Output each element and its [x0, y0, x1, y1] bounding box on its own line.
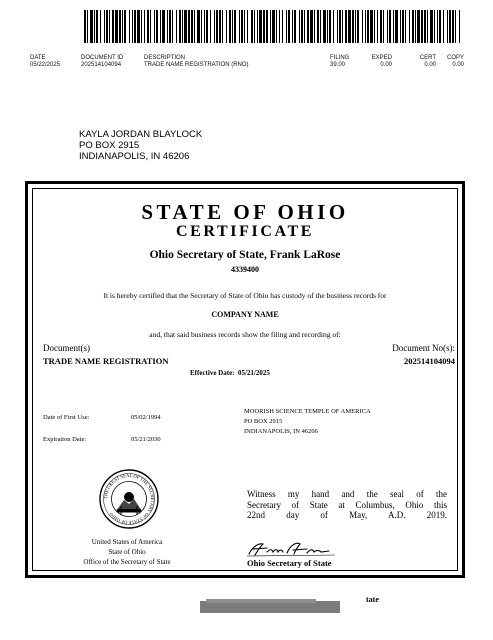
- filing-statement: and, that said business records show the filing and recording of:: [149, 330, 341, 339]
- expiration-value: 05/21/2030: [131, 436, 161, 443]
- document-id-value: 202514104094: [81, 62, 122, 68]
- first-use-label: Date of First Use:: [43, 414, 90, 421]
- barcode: [84, 10, 462, 43]
- copy-fee-label: COPY: [446, 55, 464, 61]
- certification-statement: It is hereby certified that the Secretary of State of Ohio has custody of the business records for: [103, 291, 387, 300]
- copy-fee-value: 0.00: [452, 62, 464, 68]
- document-id-column: [81, 55, 123, 69]
- exped-fee-label: EXPED: [371, 55, 392, 61]
- seal-caption-office: Office of the Secretary of State: [83, 558, 171, 566]
- cert-fee-label: CERT: [419, 55, 436, 61]
- exped-fee-column: [368, 55, 392, 69]
- witness-line-1: Witness my hand and the seal of the: [247, 489, 447, 499]
- witness-line-3: 22nd day of May, A.D. 2019.: [247, 510, 447, 520]
- address-name: KAYLA JORDAN BLAYLOCK: [79, 129, 203, 140]
- documents-label: Document(s): [43, 343, 90, 353]
- exped-fee-value: 0.00: [380, 62, 392, 68]
- seal-ring-text: THE GREAT SEAL OF THE SECRETARY OF STATE OF OHIO: [102, 472, 156, 526]
- address-city: INDIANAPOLIS, IN 46206: [79, 151, 190, 162]
- mailing-address: [79, 129, 202, 162]
- footer-partial-text: tate: [366, 595, 379, 604]
- seal-caption-country: United States of America: [91, 538, 163, 546]
- signer-title: Ohio Secretary of State: [247, 558, 332, 568]
- description-value: TRADE NAME REGISTRATION (RNO): [144, 62, 249, 68]
- certificate-title: CERTIFICATE: [176, 223, 314, 240]
- certificate: [25, 181, 465, 578]
- cert-fee-column: [414, 55, 436, 69]
- certificate-number: 4339400: [231, 265, 259, 274]
- certificate-inner-border: [32, 188, 458, 571]
- witness-statement: [247, 489, 447, 521]
- document-id-label: DOCUMENT ID: [81, 55, 124, 61]
- description-label: DESCRIPTION: [144, 55, 186, 61]
- date-column: [30, 55, 60, 69]
- company-name: COMPANY NAME: [211, 310, 279, 319]
- footer-redaction: [200, 597, 460, 617]
- filing-fee-column: [330, 55, 349, 69]
- ohio-state-seal: [99, 469, 159, 529]
- first-use-value: 05/02/1994: [131, 414, 161, 421]
- effective-date-label: Effective Date:: [190, 369, 235, 377]
- filing-type: TRADE NAME REGISTRATION: [43, 356, 169, 366]
- registrant-city: INDIANAPOLIS, IN 46206: [244, 428, 318, 435]
- document-numbers-label: Document No(s):: [392, 343, 455, 353]
- filing-fee-label: FILING: [330, 55, 350, 61]
- effective-date: [190, 369, 270, 377]
- witness-line-2: Secretary of State at Columbus, Ohio this: [247, 499, 447, 510]
- expiration-label: Expiration Date:: [43, 436, 87, 443]
- date-label: DATE: [30, 55, 46, 61]
- seal-caption-state: State of Ohio: [108, 548, 146, 556]
- effective-date-value: 05/21/2025: [238, 369, 270, 377]
- signature: [245, 540, 355, 558]
- date-value: 05/22/2025: [30, 62, 61, 68]
- address-street: PO BOX 2915: [79, 140, 140, 151]
- state-title: STATE OF OHIO: [141, 200, 349, 224]
- description-column: [144, 55, 249, 69]
- copy-fee-column: [442, 55, 464, 69]
- registrant-name: MOORISH SCIENCE TEMPLE OF AMERICA: [244, 408, 371, 415]
- document-number: 202514104094: [404, 356, 455, 366]
- issuing-official: Ohio Secretary of State, Frank LaRose: [149, 249, 341, 261]
- filing-fee-value: 39.00: [330, 62, 346, 68]
- registrant-street: PO BOX 2915: [244, 418, 283, 425]
- cert-fee-value: 0.00: [424, 62, 436, 68]
